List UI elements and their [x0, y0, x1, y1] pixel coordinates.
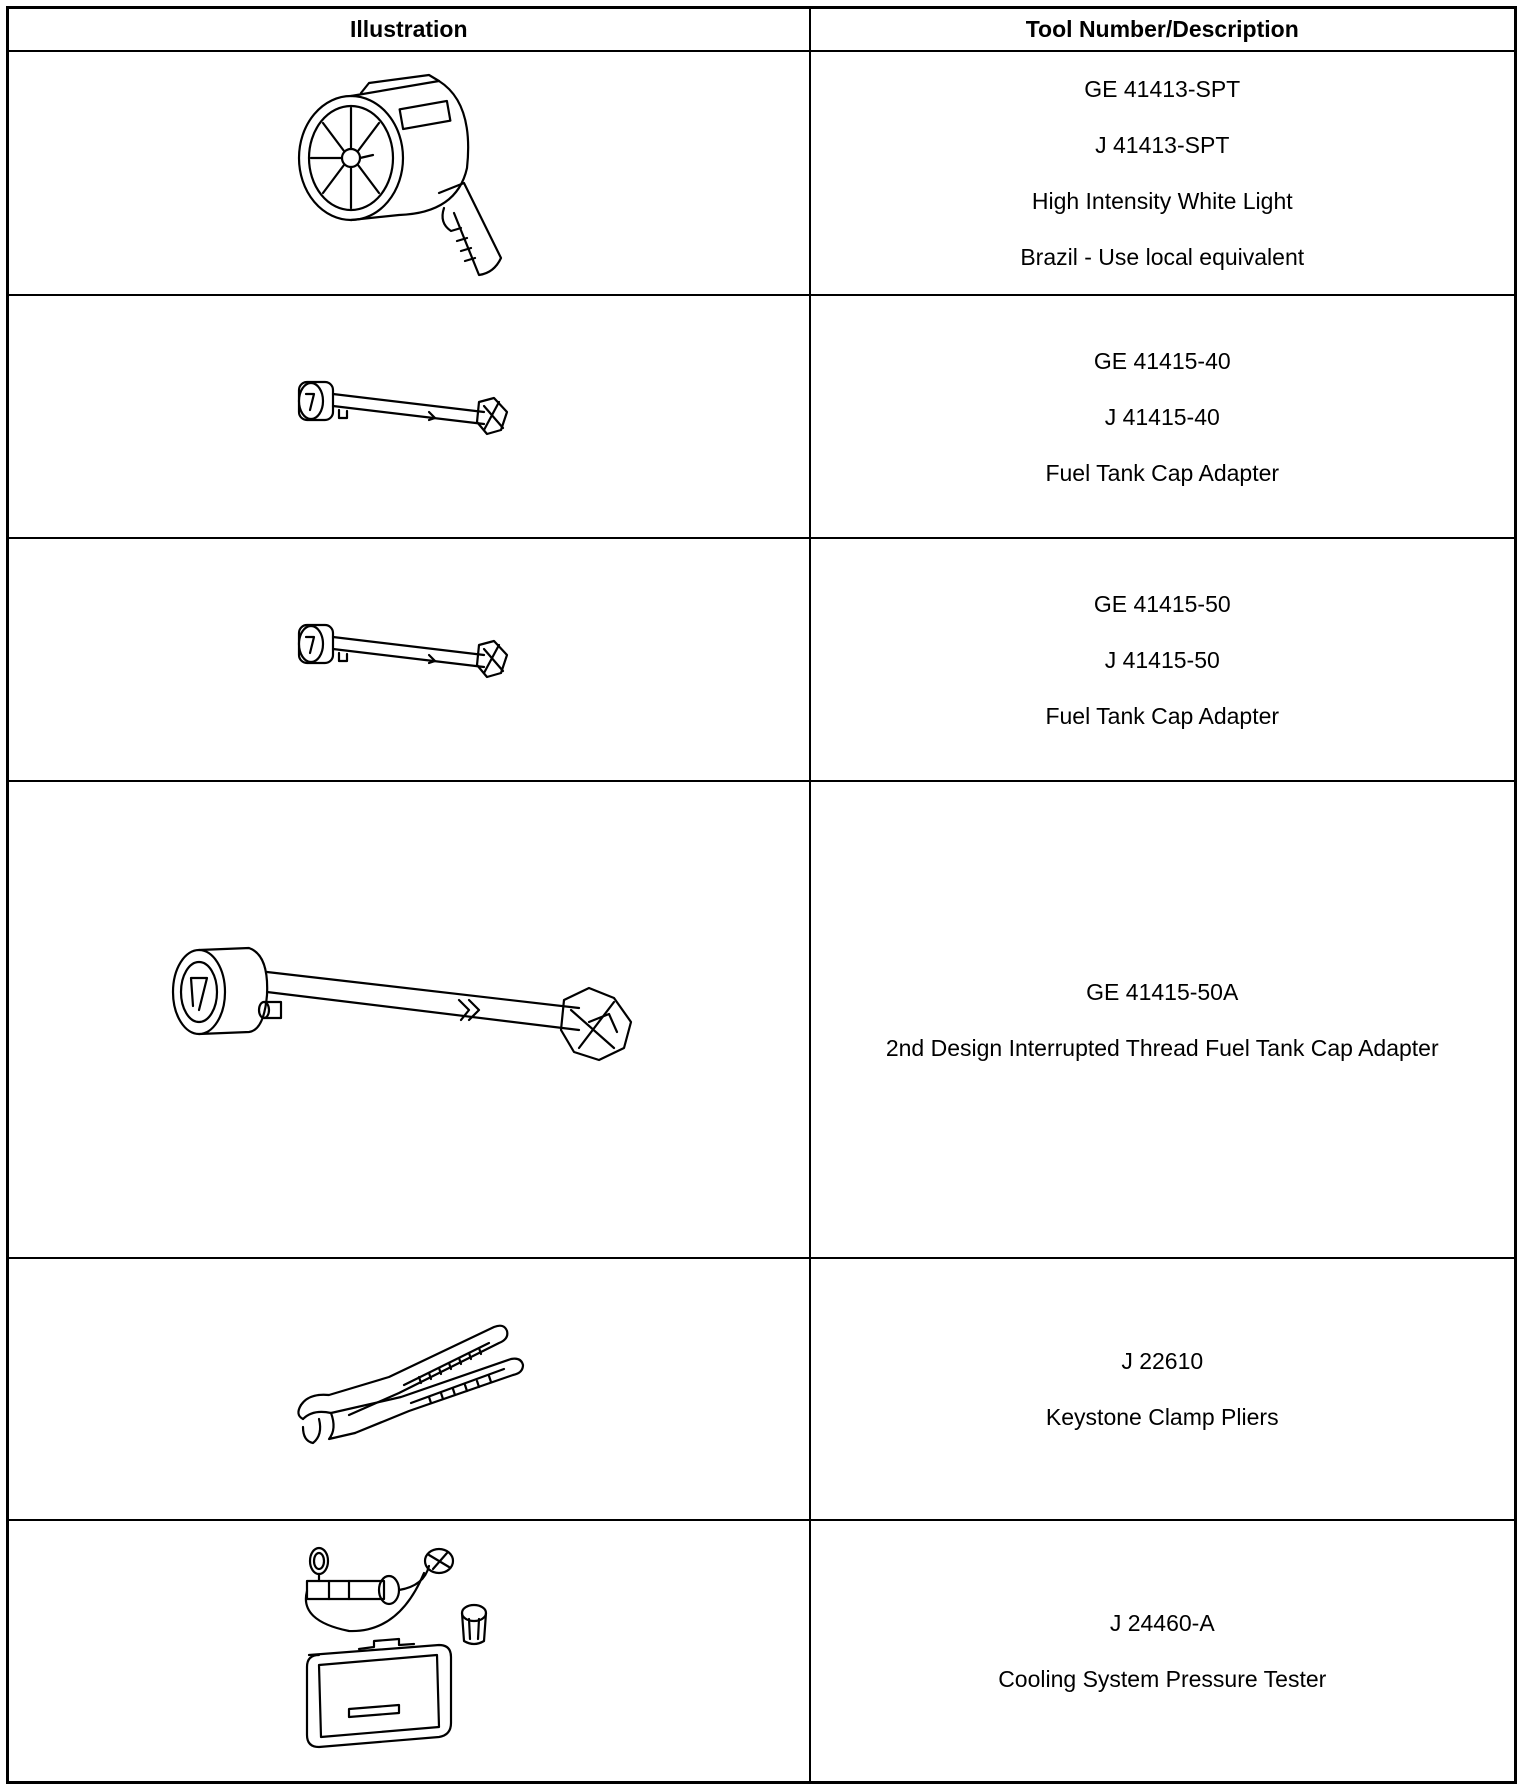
tool-number-j: J 24460-A [1109, 1609, 1215, 1636]
description-cell [810, 1258, 1516, 1520]
tool-number-j: J 41413-SPT [1095, 132, 1230, 158]
illustration-cell [8, 1520, 810, 1782]
table-row [8, 1258, 1516, 1520]
tool-number-ge: GE 41415-50 [1093, 590, 1231, 617]
description-cell [810, 295, 1516, 538]
tool-description: Cooling System Pressure Tester [998, 1665, 1327, 1692]
tool-number-ge: GE 41415-50A [1086, 978, 1239, 1005]
fuel-tank-cap-adapter-large-icon [169, 940, 649, 1100]
tool-description: High Intensity White Light [1031, 188, 1293, 214]
pressure-tester-kit-icon [289, 1541, 529, 1761]
table-row [8, 51, 1516, 295]
description-cell [810, 51, 1516, 295]
description-cell [810, 1520, 1516, 1782]
clamp-pliers-icon [289, 1319, 529, 1459]
tool-number-ge: GE 41413-SPT [1084, 76, 1241, 102]
illustration-cell [8, 51, 810, 295]
header-tool-number: Tool Number/Description [810, 8, 1516, 52]
tool-number-ge: GE 41415-40 [1093, 347, 1231, 374]
table-header-row [8, 8, 1516, 52]
tool-number-j: J 41415-50 [1104, 646, 1220, 673]
fuel-tank-cap-adapter-icon [289, 615, 529, 705]
illustration-cell [8, 781, 810, 1258]
tool-description: Keystone Clamp Pliers [1045, 1404, 1279, 1430]
tool-note: Brazil - Use local equivalent [1020, 244, 1305, 270]
high-intensity-light-icon [289, 63, 529, 283]
tool-number-j: J 41415-40 [1104, 403, 1220, 430]
tool-description: Fuel Tank Cap Adapter [1045, 702, 1280, 729]
illustration-cell [8, 1258, 810, 1520]
description-cell [810, 781, 1516, 1258]
table-row [8, 295, 1516, 538]
tool-description: 2nd Design Interrupted Thread Fuel Tank Cap Adapter [885, 1034, 1439, 1061]
tool-description: Fuel Tank Cap Adapter [1045, 459, 1280, 486]
description-cell [810, 538, 1516, 781]
illustration-cell [8, 538, 810, 781]
table-row [8, 538, 1516, 781]
tool-number-j: J 22610 [1121, 1348, 1204, 1374]
table-row [8, 1520, 1516, 1782]
table-row [8, 781, 1516, 1258]
header-illustration: Illustration [8, 8, 810, 52]
tool-table [6, 6, 1517, 1784]
fuel-tank-cap-adapter-icon [289, 372, 529, 462]
illustration-cell [8, 295, 810, 538]
